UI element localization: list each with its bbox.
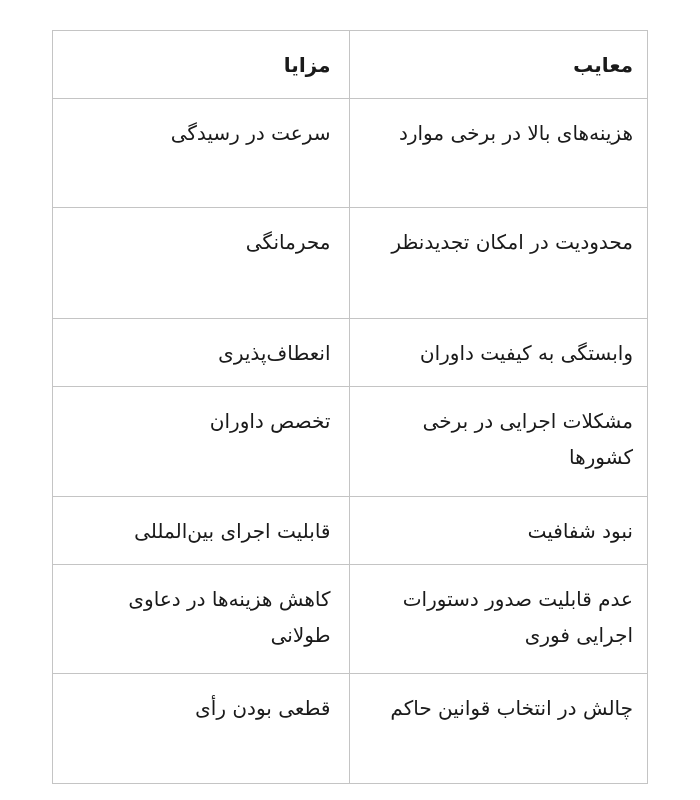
disadvantage-cell [349,208,648,319]
disadvantage-cell [349,565,648,674]
disadvantage-text: چالش در انتخاب قوانین حاکم [390,696,633,720]
table-row [53,208,648,319]
disadvantage-text: مشکلات اجرایی در برخی کشورها [422,409,633,469]
advantage-text: قطعی بودن رأی [195,696,331,720]
header-row [53,31,648,99]
disadvantage-cell [349,674,648,784]
advantage-cell [53,387,350,497]
advantage-cell [53,99,350,208]
header-disadvantages [349,31,648,99]
advantage-cell [53,208,350,319]
advantage-text: محرمانگی [245,230,331,254]
disadvantage-text: هزینه‌های بالا در برخی موارد [398,121,633,145]
table-row [53,497,648,565]
disadvantage-cell [349,319,648,387]
advantage-text: انعطاف‌پذیری [218,341,331,365]
header-advantages-label: مزایا [283,52,331,77]
advantage-cell [53,565,350,674]
advantage-cell [53,319,350,387]
disadvantage-cell [349,99,648,208]
advantage-cell [53,497,350,565]
advantage-text: سرعت در رسیدگی [170,121,331,145]
disadvantage-text: نبود شفافیت [527,519,633,543]
header-advantages [53,31,350,99]
disadvantage-text: محدودیت در امکان تجدیدنظر [391,230,633,254]
table-row [53,387,648,497]
disadvantage-text: وابستگی به کیفیت داوران [419,341,633,365]
advantage-text: کاهش هزینه‌ها در دعاوی طولانی [128,587,331,647]
disadvantage-text: عدم قابلیت صدور دستورات اجرایی فوری [402,587,633,647]
disadvantage-cell [349,387,648,497]
advantage-text: تخصص داوران [209,409,331,433]
header-disadvantages-label: معایب [573,52,633,77]
comparison-table [52,30,648,784]
table-row [53,319,648,387]
disadvantage-cell [349,497,648,565]
table-row [53,565,648,674]
advantage-text: قابلیت اجرای بین‌المللی [134,519,331,543]
table-row [53,99,648,208]
table-row [53,674,648,784]
advantage-cell [53,674,350,784]
